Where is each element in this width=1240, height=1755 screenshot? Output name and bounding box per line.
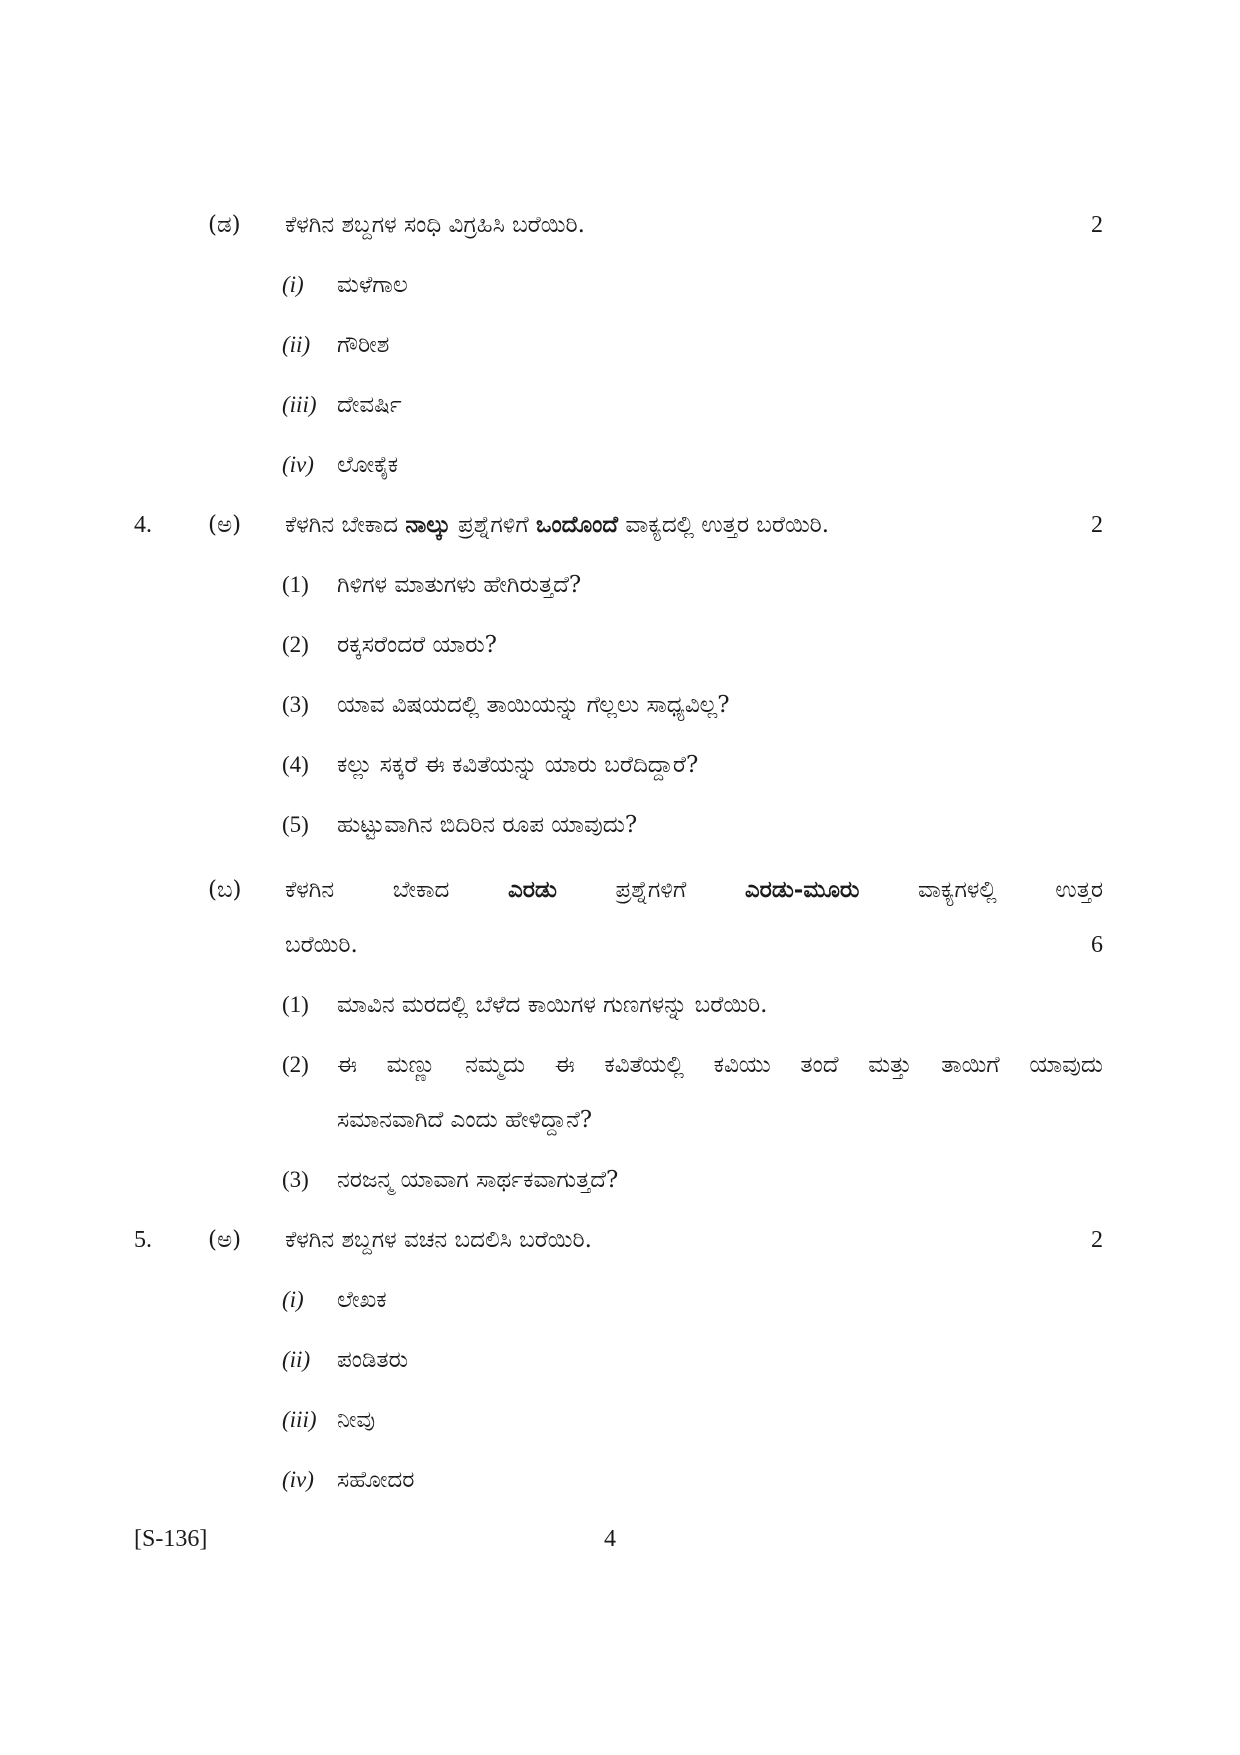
q4b-item-text: ನರಜನ್ಮ ಯಾವಾಗ ಸಾರ್ಥಕವಾಗುತ್ತದೆ? — [337, 1167, 619, 1193]
q5-sub-a-text: ಕೆಳಗಿನ ಶಬ್ದಗಳ ವಚನ ಬದಲಿಸಿ ಬರೆಯಿರಿ. — [285, 1227, 592, 1253]
q3-item-num: (iv) — [282, 452, 314, 477]
q5-item-num: (i) — [282, 1287, 304, 1312]
paper-code: [S-136] — [134, 1526, 208, 1552]
q4a-item-text: ಗಿಳಿಗಳ ಮಾತುಗಳು ಹೇಗಿರುತ್ತದೆ? — [337, 572, 582, 598]
q4-sub-b-text-cont: ಬರೆಯಿರಿ. — [285, 932, 358, 958]
q3-sub-d-text: ಕೆಳಗಿನ ಶಬ್ದಗಳ ಸಂಧಿ ವಿಗ್ರಹಿಸಿ ಬರೆಯಿರಿ. — [285, 212, 585, 238]
q4a-item-num: (3) — [282, 692, 309, 717]
q4a-item-text: ಯಾವ ವಿಷಯದಲ್ಲಿ ತಾಯಿಯನ್ನು ಗೆಲ್ಲಲು ಸಾಧ್ಯವಿಲ್ಲ? — [337, 692, 730, 718]
q3-item-num: (i) — [282, 272, 304, 297]
q3-item-num: (iii) — [282, 392, 317, 417]
q4-sub-a-marks: 2 — [1091, 512, 1103, 538]
q4a-item-num: (1) — [282, 572, 309, 597]
q3-item-text: ಗೌರೀಶ — [337, 332, 390, 358]
page-number: 4 — [604, 1526, 616, 1552]
q5-item-text: ಲೇಖಕ — [337, 1287, 387, 1313]
q3-sub-d-marks: 2 — [1091, 212, 1103, 238]
q4b-item-text: ಮಾವಿನ ಮರದಲ್ಲಿ ಬೆಳೆದ ಕಾಯಿಗಳ ಗುಣಗಳನ್ನು ಬರೆಯಿರಿ. — [337, 992, 768, 1018]
q5-item-text: ಸಹೋದರ — [337, 1467, 415, 1493]
q4b-item-text: ಈ ಮಣ್ಣು ನಮ್ಮದು ಈ ಕವಿತೆಯಲ್ಲಿ ಕವಿಯು ತಂದೆ ಮತ್ತು ತಾಯಿಗೆ ಯಾವುದು — [337, 1052, 1103, 1078]
q4-sub-b-label: (ಬ) — [208, 877, 242, 903]
q3-sub-d-label: (ಡ) — [208, 212, 241, 238]
q4-sub-b-marks: 6 — [1091, 932, 1103, 958]
q5-item-text: ನೀವು — [337, 1407, 376, 1433]
q5-item-num: (iii) — [282, 1407, 317, 1432]
q4-sub-a-label: (ಅ) — [208, 512, 242, 538]
q5-number: 5. — [134, 1227, 152, 1253]
q5-sub-a-marks: 2 — [1091, 1227, 1103, 1253]
q3-item-num: (ii) — [282, 332, 311, 357]
q4b-item-text-cont: ಸಮಾನವಾಗಿದೆ ಎಂದು ಹೇಳಿದ್ದಾನೆ? — [337, 1107, 593, 1133]
q4b-item-num: (2) — [282, 1052, 309, 1077]
q4a-item-text: ಹುಟ್ಟುವಾಗಿನ ಬಿದಿರಿನ ರೂಪ ಯಾವುದು? — [337, 812, 638, 838]
q5-item-text: ಪಂಡಿತರು — [337, 1347, 409, 1373]
q4b-item-num: (3) — [282, 1167, 309, 1192]
q5-sub-a-label: (ಅ) — [208, 1227, 242, 1253]
q3-item-text: ದೇವರ್ಷಿ — [337, 392, 402, 418]
q4a-item-text: ಕಲ್ಲು ಸಕ್ಕರೆ ಈ ಕವಿತೆಯನ್ನು ಯಾರು ಬರೆದಿದ್ದಾರೆ? — [337, 752, 699, 778]
q4a-item-text: ರಕ್ಕಸರೆಂದರೆ ಯಾರು? — [337, 632, 498, 658]
q3-item-text: ಲೋಕೈಕ — [337, 452, 399, 478]
q5-item-num: (ii) — [282, 1347, 311, 1372]
q5-item-num: (iv) — [282, 1467, 314, 1492]
q3-item-text: ಮಳೆಗಾಲ — [337, 272, 408, 298]
q4a-item-num: (5) — [282, 812, 309, 837]
q4b-item-num: (1) — [282, 992, 309, 1017]
q4a-item-num: (2) — [282, 632, 309, 657]
q4-sub-b-text: ಕೆಳಗಿನ ಬೇಕಾದ ಎರಡು ಪ್ರಶ್ನೆಗಳಿಗೆ ಎರಡು-ಮೂರು ವಾಕ್ಯಗಳಲ್ಲಿ ಉತ್ತರ — [285, 876, 1104, 903]
q4-number: 4. — [134, 512, 152, 538]
q4-sub-a-text: ಕೆಳಗಿನ ಬೇಕಾದ ನಾಲ್ಕು ಪ್ರಶ್ನೆಗಳಿಗೆ ಒಂದೊಂದೆ ವಾಕ್ಯದಲ್ಲಿ ಉತ್ತರ ಬರೆಯಿರಿ. — [285, 511, 830, 538]
q4a-item-num: (4) — [282, 752, 309, 777]
